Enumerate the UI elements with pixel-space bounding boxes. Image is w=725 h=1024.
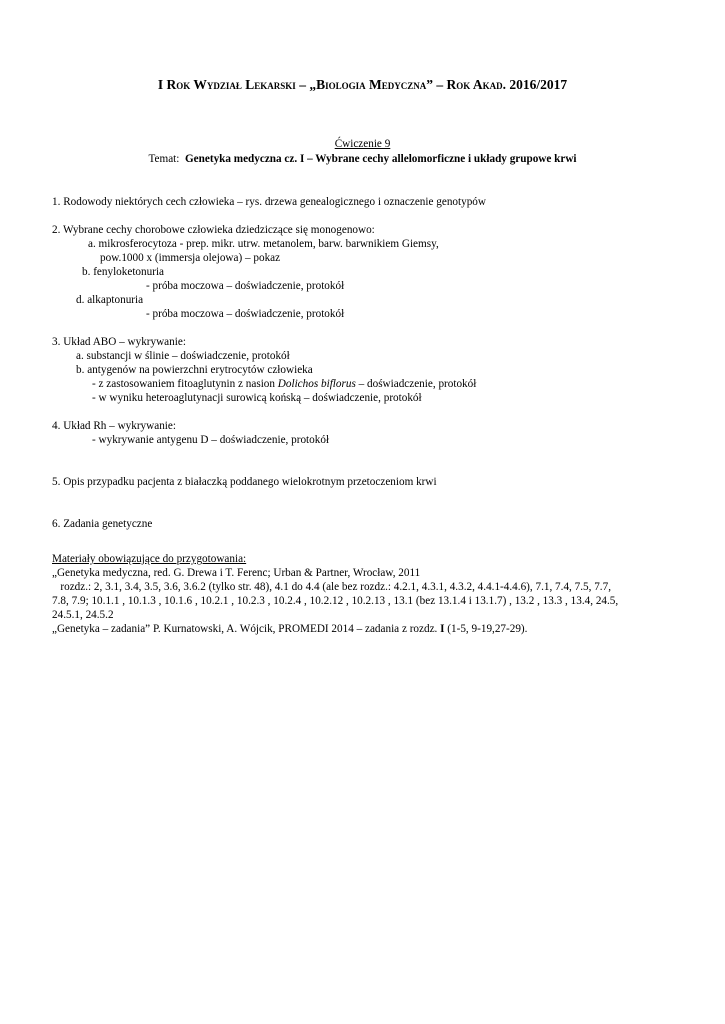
section-6: 6. Zadania genetyczne (52, 518, 153, 530)
materials-book-2-chapter: I (440, 623, 445, 635)
document-header: I Rok Wydział Lekarski – „Biologia Medyczna” – Rok Akad. 2016/2017 (157, 77, 568, 92)
section-1: 1. Rodowody niektórych cech człowieka – rys. drzewa genealogicznego i oznaczenie genotypów (52, 196, 486, 208)
exercise-number: Ćwiczenie 9 (334, 138, 391, 150)
section-3-item-b-sub1 (92, 377, 476, 391)
section-5: 5. Opis przypadku pacjenta z białaczką poddanego wielokrotnym przetoczeniom krwi (52, 476, 437, 488)
section-3-b1-prefix: - z zastosowaniem fitoaglutynin z nasion (92, 378, 278, 390)
section-3-b1-suffix: – doświadczenie, protokół (355, 378, 477, 390)
section-3-b1-species: Dolichos biflorus (277, 378, 356, 390)
materials-heading: Materiały obowiązujące do przygotowania: (52, 553, 247, 565)
section-3-item-b: b. antygenów na powierzchni erytrocytów człowieka (76, 364, 313, 376)
materials-book-1-chapters-line1: rozdz.: 2, 3.1, 3.4, 3.5, 3.6, 3.6.2 (tylko str. 48), 4.1 do 4.4 (ale bez rozdz.: 4.2.1, 4.3.1, 4.3.2, 4.4.1-4.4.6), 7.1, 7.4, 7.5, 7.7, (52, 581, 611, 593)
section-2-item-d-sub: - próba moczowa – doświadczenie, protokół (146, 308, 345, 320)
section-3-item-a: a. substancji w ślinie – doświadczenie, protokół (76, 350, 290, 362)
materials-book-2-prefix: „Genetyka – zadania” P. Kurnatowski, A. Wójcik, PROMEDI 2014 – zadania z rozdz. (52, 623, 441, 635)
topic-text: Genetyka medyczna cz. I – Wybrane cechy allelomorficzne i układy grupowe krwi (184, 153, 577, 165)
materials-book-1: „Genetyka medyczna, red. G. Drewa i T. Ferenc; Urban & Partner, Wrocław, 2011 (52, 567, 421, 579)
materials-book-2 (52, 622, 527, 636)
section-2-item-b-sub: - próba moczowa – doświadczenie, protokół (146, 280, 345, 292)
topic-label: Temat: (148, 153, 180, 165)
section-2-item-d: d. alkaptonuria (76, 294, 144, 306)
section-3-item-b-sub2: - w wyniku heteroaglutynacji surowicą końską – doświadczenie, protokół (92, 392, 422, 404)
section-2-item-a-line2: pow.1000 x (immersja olejowa) – pokaz (100, 252, 281, 264)
section-4-title: 4. Układ Rh – wykrywanie: (52, 420, 176, 432)
section-2-item-b: b. fenyloketonuria (82, 266, 165, 278)
section-2-item-a-line1: a. mikrosferocytoza - prep. mikr. utrw. metanolem, barw. barwnikiem Giemsy, (88, 238, 439, 250)
section-4-sub: - wykrywanie antygenu D – doświadczenie, protokół (92, 434, 330, 446)
materials-book-2-suffix: (1-5, 9-19,27-29). (444, 623, 528, 635)
exercise-topic (0, 152, 725, 166)
section-2-title: 2. Wybrane cechy chorobowe człowieka dziedziczące się monogenowo: (52, 224, 375, 236)
section-3-title: 3. Układ ABO – wykrywanie: (52, 336, 186, 348)
materials-book-1-chapters-line2: 7.8, 7.9; 10.1.1 , 10.1.3 , 10.1.6 , 10.2.1 , 10.2.3 , 10.2.4 , 10.2.12 , 10.2.13 , 13.1 (bez 13.1.4 i 13.1.7) , 13.2 , 13.3 , 13.4, 24.5, (52, 595, 619, 607)
materials-book-1-chapters-line3: 24.5.1, 24.5.2 (52, 609, 114, 621)
